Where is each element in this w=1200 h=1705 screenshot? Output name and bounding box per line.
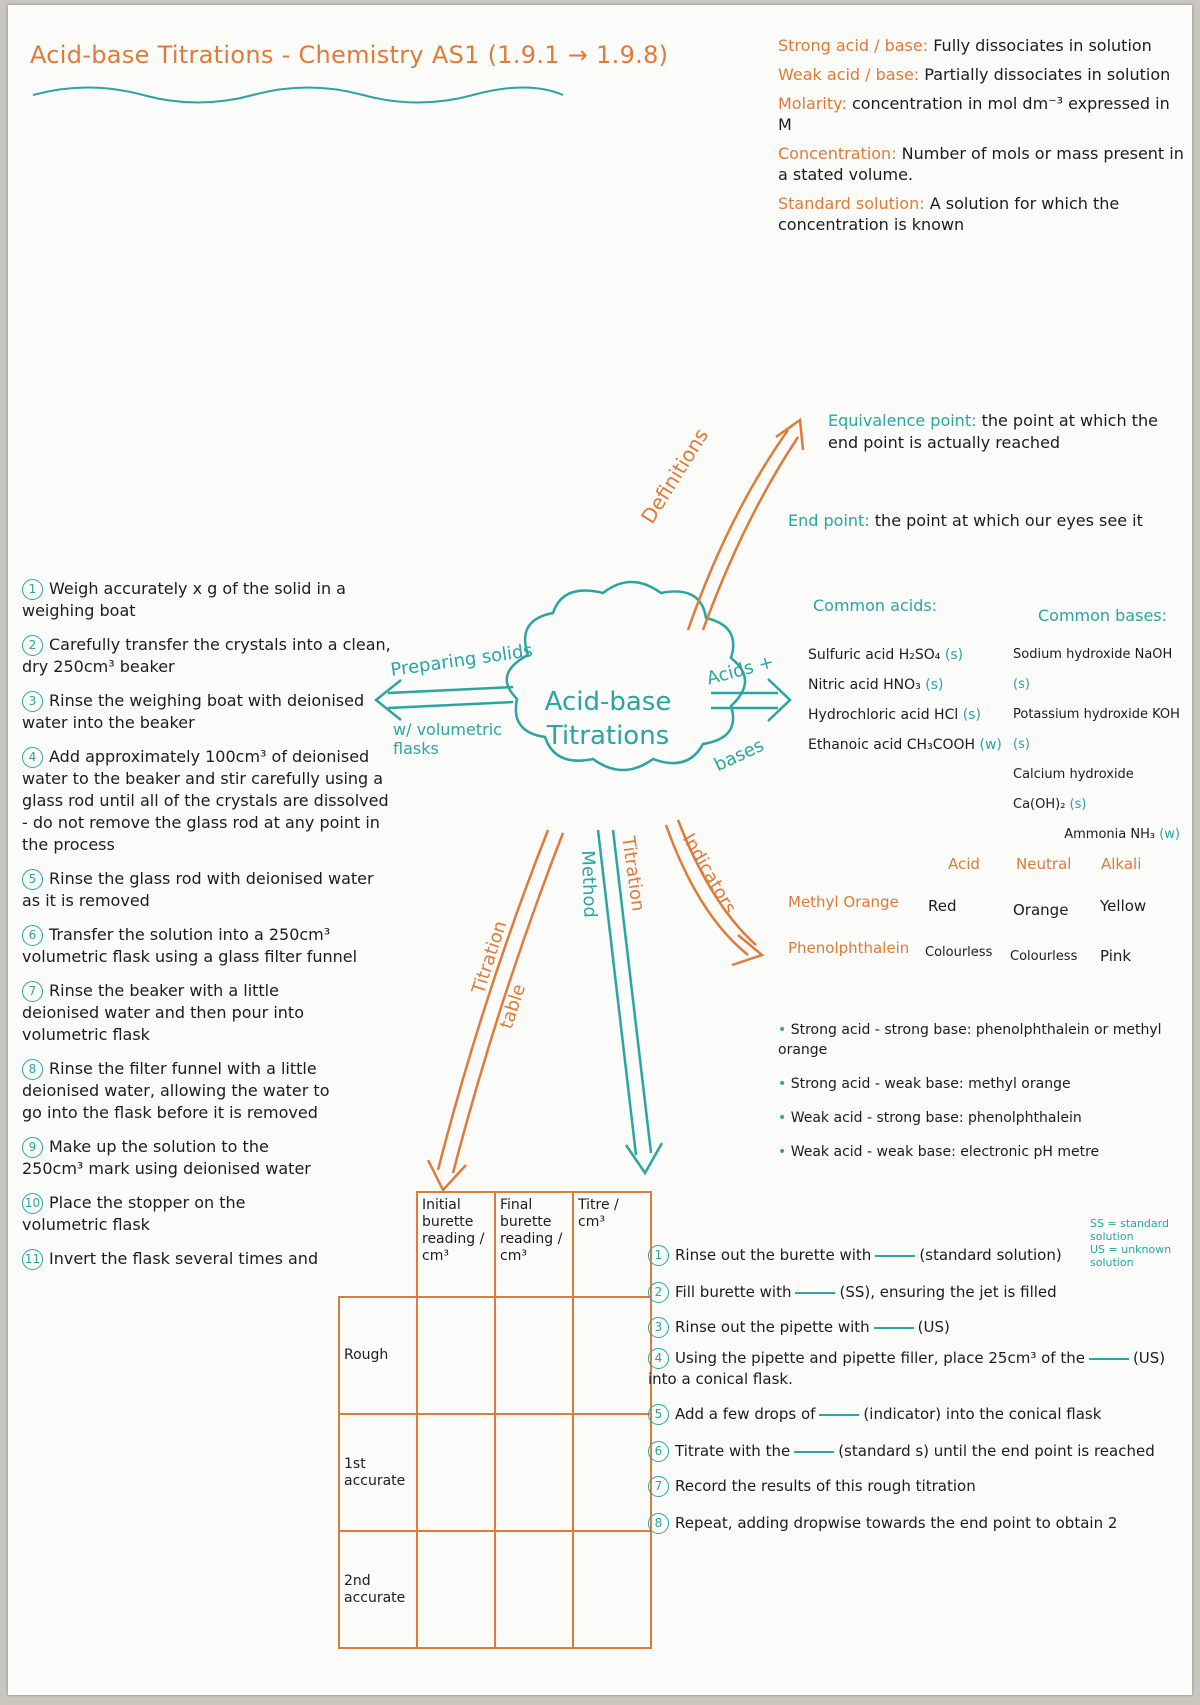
table-header-initial: Initial burette reading / cm³ <box>417 1192 495 1297</box>
branch-acids-bottom: bases <box>711 734 768 777</box>
acid-item: Ethanoic acid CH₃COOH (w) <box>808 737 1002 753</box>
indicator-header-alkali: Alkali <box>1101 855 1142 873</box>
abbreviations: SS = standard solution US = unknown solution <box>1090 1217 1172 1269</box>
titration-results-table <box>338 1191 652 1649</box>
titration-method-steps <box>648 1245 1188 1534</box>
prep-step: 7 Rinse the beaker with a little deionised water and then pour into volumetric flask <box>22 981 304 1044</box>
prep-step: 6 Transfer the solution into a 250cm³ volumetric flask using a glass filter funnel <box>22 925 358 966</box>
prep-step: 4 Add approximately 100cm³ of deionised water to the beaker and stir carefully using a glass rod until all of the crystals are dissolved - do not remove the glass rod at any point in the process <box>22 747 389 854</box>
prep-step: 8 Rinse the filter funnel with a little deionised water, allowing the water to go into the flask before it is removed <box>22 1059 330 1122</box>
branch-titration: Titration <box>617 835 649 913</box>
titration-step: 2 Fill burette with (SS), ensuring the jet is filled <box>648 1282 1188 1303</box>
branch-preparing-top: Preparing solids <box>389 640 534 681</box>
titration-step: 6 Titrate with the (standard s) until the end point is reached <box>648 1441 1188 1462</box>
indicator-bullet: • Weak acid - strong base: phenolphthalein <box>778 1108 1183 1128</box>
definition-weak: Weak acid / base: Partially dissociates in solution <box>778 65 1171 84</box>
prep-step: 9 Make up the solution to the 250cm³ mark using deionised water <box>22 1137 311 1178</box>
definition-standard-solution: Standard solution: A solution for which the concentration is known <box>778 194 1120 234</box>
titration-step: 8 Repeat, adding dropwise towards the end point to obtain 2 <box>648 1513 1188 1534</box>
branch-preparing-bottom: w/ volumetric flasks <box>393 720 502 758</box>
branch-titration-table-2: table <box>496 981 531 1032</box>
definition-concentration: Concentration: Number of mols or mass present in a stated volume. <box>778 144 1184 184</box>
indicator-header-neutral: Neutral <box>1016 855 1072 873</box>
bases-heading: Common bases: <box>1038 606 1168 625</box>
page-title: Acid-base Titrations - Chemistry AS1 (1.9.1 → 1.9.8) <box>30 41 669 69</box>
prep-step: 11 Invert the flask several times and <box>22 1248 332 1270</box>
branch-acids-top: Acids + <box>704 651 777 690</box>
definition-molarity: Molarity: concentration in mol dm⁻³ expressed in M <box>778 94 1170 134</box>
definition-strong: Strong acid / base: Fully dissociates in solution <box>778 36 1152 55</box>
branch-indicators: Indicators <box>677 830 741 918</box>
acid-item: Nitric acid HNO₃ (s) <box>808 677 944 693</box>
bases-list <box>1013 640 1188 850</box>
indicator-bullet: • Strong acid - strong base: phenolphthalein or methyl orange <box>778 1020 1183 1060</box>
table-header-row <box>339 1192 651 1297</box>
base-item: Calcium hydroxide Ca(OH)₂ (s) <box>1013 767 1134 812</box>
prep-step: 2 Carefully transfer the crystals into a clean, dry 250cm³ beaker <box>22 635 391 676</box>
titration-step: 1 Rinse out the burette with (standard solution) <box>648 1245 1188 1266</box>
indicator-bullets <box>778 1020 1183 1162</box>
titration-step: 5 Add a few drops of (indicator) into the conical flask <box>648 1404 1188 1425</box>
preparation-steps <box>22 578 394 1282</box>
indicator-row: Phenolphthalein Colourless Colourless Pink <box>788 939 1132 965</box>
table-row: 1st accurate <box>339 1414 651 1531</box>
table-header-final: Final burette reading / cm³ <box>495 1192 573 1297</box>
table-header-titre: Titre / cm³ <box>573 1192 651 1297</box>
indicator-bullet: • Weak acid - weak base: electronic pH metre <box>778 1142 1183 1162</box>
indicator-row: Methyl Orange Red Orange Yellow <box>788 893 1147 919</box>
acids-heading: Common acids: <box>813 596 938 615</box>
indicators-table <box>788 855 1188 973</box>
table-row: 2nd accurate <box>339 1531 651 1648</box>
branch-definitions: Definitions <box>636 424 714 528</box>
prep-step: 3 Rinse the weighing boat with deionised water into the beaker <box>22 691 365 732</box>
acid-item: Sulfuric acid H₂SO₄ (s) <box>808 647 964 663</box>
indicator-header-acid: Acid <box>948 855 980 873</box>
base-item: Ammonia NH₃ (w) <box>1064 827 1180 842</box>
base-item: Potassium hydroxide KOH (s) <box>1013 707 1180 752</box>
branch-method: Method <box>577 850 601 919</box>
prep-step: 10 Place the stopper on the volumetric flask <box>22 1193 246 1234</box>
prep-step: 1 Weigh accurately x g of the solid in a weighing boat <box>22 579 346 620</box>
equivalence-point: Equivalence point: the point at which the end point is actually reached <box>828 411 1158 452</box>
titration-step: 3 Rinse out the pipette with (US) <box>648 1317 1188 1338</box>
branch-titration-table-1: Titration <box>468 918 512 997</box>
acids-list <box>808 640 1008 760</box>
table-row: Rough <box>339 1297 651 1414</box>
titration-step: 4 Using the pipette and pipette filler, place 25cm³ of the (US) into a conical flask. <box>648 1349 1166 1388</box>
centre-topic: Acid-base Titrations <box>544 687 672 751</box>
titration-step: 7 Record the results of this rough titration <box>648 1476 1188 1497</box>
end-point: End point: the point at which our eyes see it <box>788 511 1143 530</box>
acid-item: Hydrochloric acid HCl (s) <box>808 707 981 723</box>
indicator-bullet: • Strong acid - weak base: methyl orange <box>778 1074 1183 1094</box>
base-item: Sodium hydroxide NaOH (s) <box>1013 647 1173 692</box>
note-page <box>8 5 1192 1695</box>
prep-step: 5 Rinse the glass rod with deionised water as it is removed <box>22 869 374 910</box>
